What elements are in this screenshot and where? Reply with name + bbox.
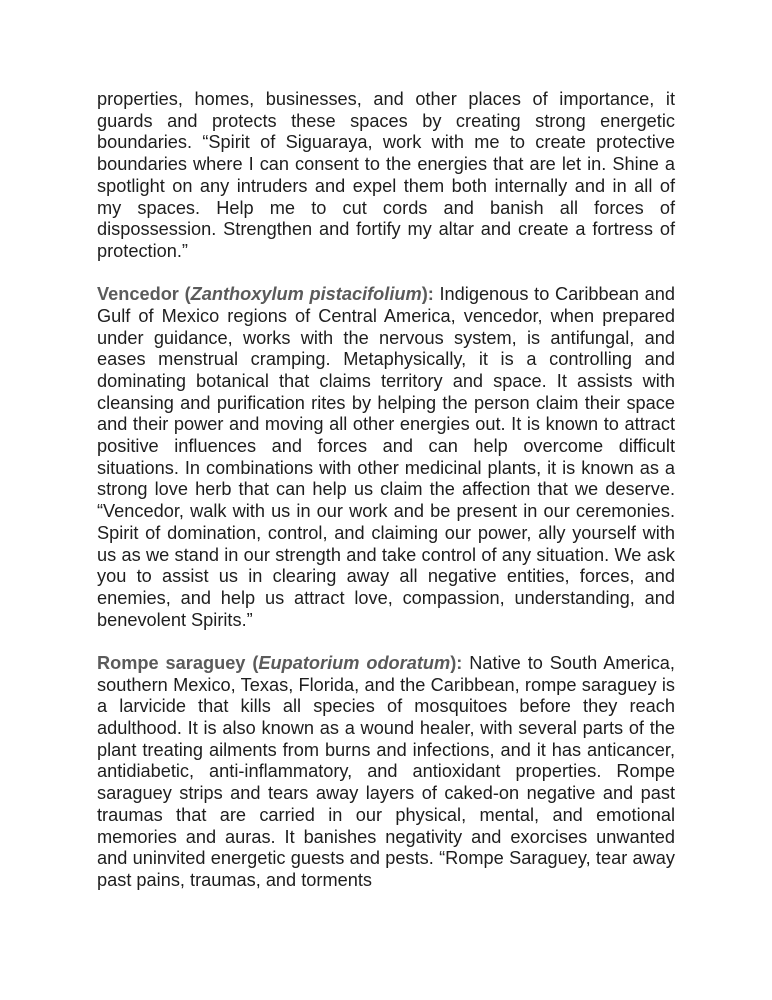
scientific-name: Zanthoxylum pistacifolium <box>190 284 422 305</box>
plant-heading <box>97 653 462 673</box>
paragraph-text: properties, homes, businesses, and other places of importance, it guards and protects these spaces by creating strong energetic boundaries. “Spirit of Siguaraya, work with me to create protective boundaries where I can consent to the energies that are let in. Shine a spotlight on any intruders and expel them both internally and in all of my spaces. Help me to cut cords and banish all forces of dispossession. Strengthen and fortify my altar and create a fortress of protection.” <box>97 89 675 261</box>
scientific-name: Eupatorium odoratum <box>258 652 451 673</box>
heading-open-paren: ( <box>178 284 191 305</box>
heading-close-paren: ): <box>421 284 434 305</box>
plant-heading <box>97 284 434 304</box>
paragraph-rompe-saraguey <box>97 653 675 892</box>
common-name: Rompe saraguey <box>97 652 246 673</box>
paragraph-siguaraya-continuation <box>97 89 675 263</box>
paragraph-text: Indigenous to Caribbean and Gulf of Mexico regions of Central America, vencedor, when prepared under guidance, works with the nervous system, is antifungal, and eases menstrual cramping. Metaphysically, it is a controlling and dominating botanical that claims territory and space. It assists with cleansing and purification rites by helping the person claim their space and their power and moving all other energies out. It is known to attract positive influences and forces and can help overcome difficult situations. In combinations with other medicinal plants, it is known as a strong love herb that can help us claim the affection that we deserve. “Vencedor, walk with us in our work and be present in our ceremonies. Spirit of domination, control, and claiming our power, ally yourself with us as we stand in our strength and take control of any situation. We ask you to assist us in clearing away all negative entities, forces, and enemies, and help us attract love, compassion, understanding, and benevolent Spirits.” <box>97 284 675 630</box>
heading-open-paren: ( <box>245 652 259 673</box>
page-body <box>97 89 675 892</box>
paragraph-vencedor <box>97 284 675 631</box>
common-name: Vencedor <box>97 284 179 305</box>
paragraph-text: Native to South America, southern Mexico, Texas, Florida, and the Caribbean, rompe saraguey is a larvicide that kills all species of mosquitoes before they reach adulthood. It is also known as a wound healer, with several parts of the plant treating ailments from burns and infections, and it has anticancer, antidiabetic, anti-inflammatory, and antioxidant properties. Rompe saraguey strips and tears away layers of caked-on negative and past traumas that are carried in our physical, mental, and emotional memories and auras. It banishes negativity and exorcises unwanted and uninvited energetic guests and pests. “Rompe Saraguey, tear away past pains, traumas, and torments <box>97 652 675 890</box>
heading-close-paren: ): <box>450 652 463 673</box>
